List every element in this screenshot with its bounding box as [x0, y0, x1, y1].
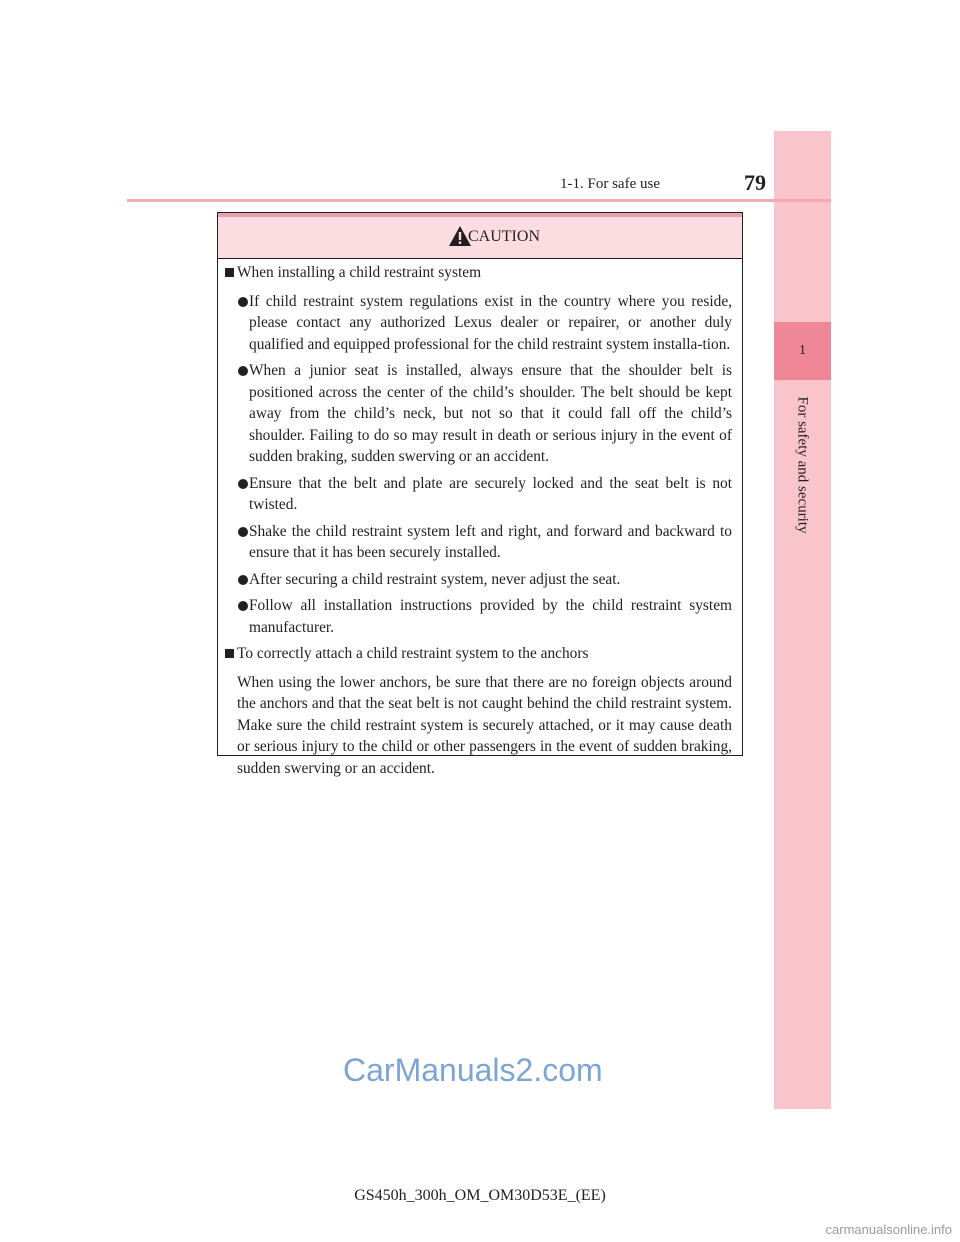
chapter-number: 1: [799, 343, 806, 358]
list-item: [222, 521, 732, 564]
caution-title-text: CAUTION: [468, 228, 540, 245]
circle-bullet-icon: [238, 297, 248, 307]
watermark-center: CarManuals2.com: [343, 1052, 603, 1088]
list-item-text: If child restraint system regulations exist in the country where you reside, please contact any authorized Lexus dealer or repairer, or another duly qualified and equipped professional for the child restraint system installa-tion.: [249, 292, 732, 353]
side-tab: [774, 131, 831, 1109]
list-item-text: After securing a child restraint system, never adjust the seat.: [249, 570, 621, 588]
caution-box: [217, 212, 743, 777]
section-heading-text: To correctly attach a child restraint system to the anchors: [237, 645, 589, 662]
caution-title: [218, 228, 742, 246]
watermark-bottom: carmanualsonline.info: [825, 1222, 952, 1237]
manual-code: GS450h_300h_OM_OM30D53E_(EE): [354, 1187, 606, 1204]
section-heading-text: When installing a child restraint system: [237, 264, 482, 281]
list-item: [222, 569, 732, 591]
list-item: [222, 360, 732, 468]
list-item-text: Ensure that the belt and plate are securely locked and the seat belt is not twisted.: [249, 474, 732, 513]
list-item: [222, 473, 732, 516]
square-bullet-icon: [225, 268, 234, 277]
list-item-text: Follow all installation instructions provided by the child restraint system manufacturer.: [249, 597, 732, 636]
caution-body: [222, 262, 732, 779]
section-heading: [222, 643, 732, 665]
list-item: [222, 291, 732, 356]
chapter-title: For safety and security: [794, 396, 811, 534]
caution-header: [218, 217, 742, 259]
list-item: [222, 595, 732, 638]
circle-bullet-icon: [238, 366, 248, 376]
list-item-text: When a junior seat is installed, always ensure that the shoulder belt is positioned across the center of the child’s shoulder. The belt should be kept away from the child’s neck, but not so that it could fall off the child’s shoulder. Failing to do so may result in death or serious injury in the event of sudden braking, sudden swerving or an accident.: [249, 362, 732, 465]
page-number: 79: [744, 170, 766, 195]
section-paragraph: When using the lower anchors, be sure that there are no foreign objects around the anchors and that the seat belt is not caught behind the child restraint system. Make sure the child restraint system is securely attached, or it may cause death or serious injury to the child or other passengers in the event of sudden braking, sudden swerving or an accident.: [237, 673, 732, 777]
circle-bullet-icon: [238, 527, 248, 537]
square-bullet-icon: [225, 649, 234, 658]
section-title: 1-1. For safe use: [560, 176, 660, 192]
circle-bullet-icon: [238, 575, 248, 585]
section-heading: [222, 262, 732, 284]
circle-bullet-icon: [238, 601, 248, 611]
header-rule: [127, 199, 831, 202]
list-item-text: Shake the child restraint system left and right, and forward and backward to ensure that it has been securely installed.: [249, 522, 732, 561]
circle-bullet-icon: [238, 479, 248, 489]
